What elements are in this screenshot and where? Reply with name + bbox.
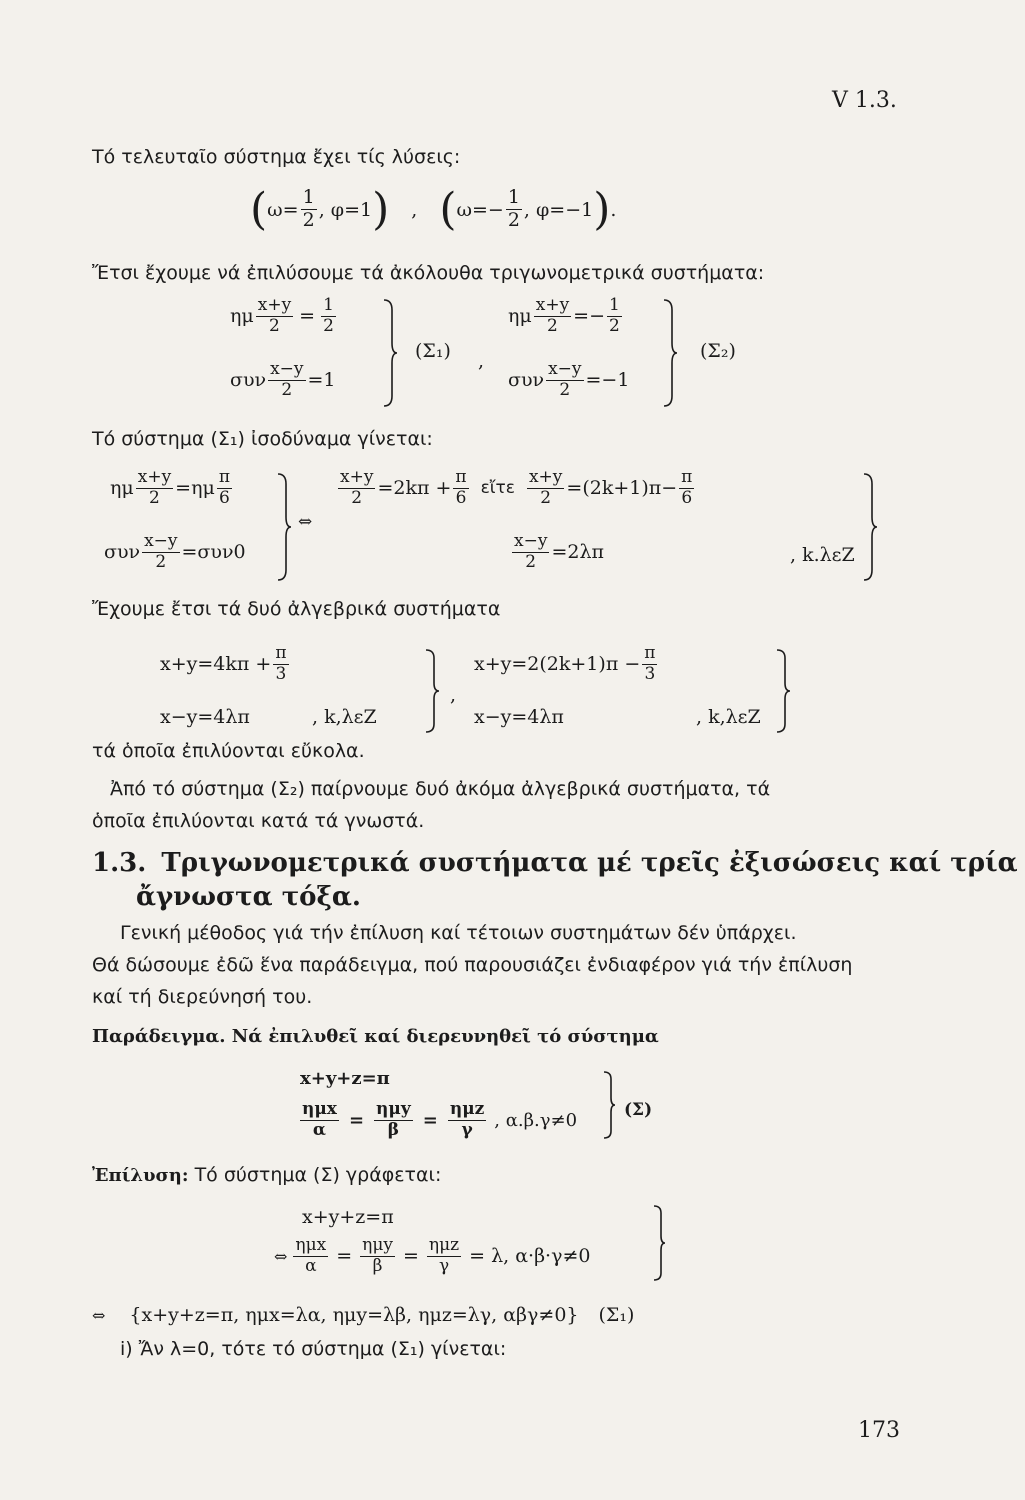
paragraph-trig-systems: Ἔτσι ἔχουμε νά ἐπιλύσουμε τά ἀκόλουθα τριγωνομετρικά συστήματα: (92, 262, 765, 284)
right-brace (602, 1070, 616, 1140)
solution-set-line: ⇔ {x+y+z=π, ημx=λα, ημy=λβ, ημz=λγ, αβγ≠0} (Σ₁) (92, 1304, 635, 1326)
label-sigma: (Σ) (624, 1100, 653, 1120)
example-label: Παράδειγμα. Νά ἐπιλυθεῖ καί διερευνηθεῖ τό σύστημα (92, 1026, 659, 1047)
page: V 1.3. Τό τελευταῖο σύστημα ἔχει τίς λύσεις: ( ω= $\frac{1}{2}$ , φ=1 ) , ( ω=− $\frac{1}{2}$ , φ=−1 ) . Ἔτσι ἔχουμε νά ἐπιλύσουμε τά ἀκόλουθα τριγωνομετρικά συστήματα: ημ $\frac{x+y}{2}$ = $\frac{1}{2}$ συν $\frac{x-y}{2}$ =1 (Σ₁) , ημ $\frac{x+y}{2}$ =− $\frac{1}{2}$ συν $\frac{x-y}{2}$ =−1 (Σ₂) Τό σύστημα (Σ₁) ἰσοδύναμα γίνεται: ημ $\frac{x+y}{2}$ =ημ $\frac{\pi}{6}$ συν $\frac{x-y}{2}$ =συν0 ⇔ $\frac{x+y}{2}$ =2kπ + $\frac{\pi}{6}$ εἴτε $\frac{x+y}{2}$ =(2k+1)π− $\frac{\pi}{6}$ $\frac{x-y}{2}$ =2λπ , k.λεZ Ἔχουμε ἔτσι τά δυό ἀλγεβρικά συστήματα x+y=4kπ + $\frac{\pi}{3}$ x−y=4λπ , k,λεZ , x+y=2(2k+1)π − $\frac{\pi}{3}$ x−y=4λπ , k,λεZ τά ὁποῖα ἐπιλύονται εὔκολα. Ἀπό τό σύστημα (Σ₂) παίρνουμε δυό ἀκόμα ἀλγεβρικά συστήματα, τά ὁποῖα ἐπιλύονται κατά τά γνωστά. 1.3. Τριγωνομετρικά συστήματα μέ τρεῖς ἐξισώσεις καί τρία ἄγνωστα τόξα. Γενική μέθοδος γιά τήν ἐπίλυση καί τέτοιων συστημάτων δέν ὑπάρχει. Θά δώσουμε ἐδῶ ἕνα παράδειγμα, πού παρουσιάζει ἐνδιαφέρον γιά τήν ἐπίλυση καί τή διερεύνησή του. Παράδειγμα. Νά ἐπιλυθεῖ καί διερευνηθεῖ τό σύστημα x+y+z=π $\frac{\text{ημx}}{\alpha}$ = $\frac{\text{ημy}}{\beta}$ = $\frac{\text{ημz}}{\gamma}$ , α.β.γ≠0 (Σ) Ἐπίλυση: Τό σύστημα (Σ) γράφεται: x+y+z=π ⇔ $\frac{\text{ημx}}{\alpha}$ = $\frac{\text{ημy}}{\beta}$ = $\frac{\text{ημz}}{\gamma}$ = λ, α·β·γ≠0 ⇔ {x+y+z=π, ημx=λα, ημy=λβ, ημz=λγ, αβγ≠0} (Σ₁) i) Ἄν λ=0, τότε τό σύστημα (Σ₁) γίνεται: 173 (92, 88, 1018, 1443)
section-number: 1.3. (92, 848, 147, 878)
system-s1-eq2: συν $\frac{x-y}{2}$ =1 (230, 359, 336, 400)
paragraph-algebraic: Ἔχουμε ἔτσι τά δυό ἀλγεβρικά συστήματα (92, 598, 501, 620)
label-sigma1: (Σ₁) (415, 340, 451, 362)
right-brace (424, 648, 440, 734)
algebraic-b-condition: , k,λεZ (696, 706, 761, 728)
omega-text: ω= (267, 198, 299, 221)
right-brace (382, 298, 398, 408)
left-paren: ( (250, 184, 268, 235)
system-s2-eq1: ημ $\frac{x+y}{2}$ =− $\frac{1}{2}$ (508, 295, 620, 336)
equiv-right-eq2: $\frac{x-y}{2}$ =2λπ (514, 531, 604, 572)
example-eq1: x+y+z=π (300, 1068, 390, 1089)
paragraph-general-line3: καί τή διερεύνησή του. (92, 986, 313, 1008)
equiv-left-eq2: συν $\frac{x-y}{2}$ =συν0 (104, 531, 246, 572)
paragraph-general-line2: Θά δώσουμε ἐδῶ ἕνα παράδειγμα, πού παρουσιάζει ἐνδιαφέρον γιά τήν ἐπίλυση (92, 954, 853, 976)
phi-text: , φ=−1 (523, 198, 594, 221)
algebraic-a-eq1: x+y=4kπ + $\frac{\pi}{3}$ (160, 643, 287, 684)
paragraph-sigma2-line1: Ἀπό τό σύστημα (Σ₂) παίρνουμε δυό ἀκόμα ἀλγεβρικά συστήματα, τά (110, 778, 771, 800)
right-brace (775, 648, 791, 734)
label-sigma1: (Σ₁) (598, 1304, 635, 1326)
chapter-reference: V 1.3. (832, 88, 897, 113)
example-eq2: $\frac{\text{ημx}}{\alpha}$ = $\frac{\text{ημy}}{\beta}$ = $\frac{\text{ημz}}{\gamma}$ , α.β.γ≠0 (302, 1099, 578, 1140)
algebraic-a-eq2: x−y=4λπ (160, 706, 250, 728)
integer-condition: , k.λεZ (790, 544, 855, 566)
fraction-half: $\frac{1}{2}$ (507, 186, 520, 231)
intro-text: Τό τελευταῖο σύστημα ἔχει τίς λύσεις: (92, 146, 461, 168)
omega-text: ω=− (456, 198, 504, 221)
section-heading-line2: ἄγνωστα τόξα. (136, 882, 361, 912)
algebraic-b-eq1: x+y=2(2k+1)π − $\frac{\pi}{3}$ (474, 643, 656, 684)
solution-set: {x+y+z=π, ημx=λα, ημy=λβ, ημz=λγ, αβγ≠0} (129, 1304, 579, 1326)
paragraph-general-line1: Γενική μέθοδος γιά τήν ἐπίλυση καί τέτοιων συστημάτων δέν ὑπάρχει. (120, 922, 797, 944)
paragraph-equivalent: Τό σύστημα (Σ₁) ἰσοδύναμα γίνεται: (92, 428, 433, 450)
page-number: 173 (858, 1418, 900, 1443)
right-brace (862, 472, 878, 582)
right-brace (652, 1204, 666, 1282)
algebraic-a-condition: , k,λεZ (312, 706, 377, 728)
paragraph-easy: τά ὁποῖα ἐπιλύονται εὔκολα. (92, 740, 365, 762)
system-s2-eq2: συν $\frac{x-y}{2}$ =−1 (508, 359, 630, 400)
solutions-line: ( ω= $\frac{1}{2}$ , φ=1 ) , ( ω=− $\frac{1}{2}$ , φ=−1 ) . (250, 184, 617, 235)
solution-eq1: x+y+z=π (302, 1206, 394, 1228)
solution-line: Ἐπίλυση: Τό σύστημα (Σ) γράφεται: (92, 1164, 442, 1186)
section-heading-line1 (92, 848, 1018, 878)
right-brace (662, 298, 678, 408)
paragraph-sigma2-line2: ὁποῖα ἐπιλύονται κατά τά γνωστά. (92, 810, 425, 832)
right-brace (276, 472, 292, 582)
section-title: Τριγωνομετρικά συστήματα μέ τρεῖς ἐξισώσεις καί τρία (161, 848, 1018, 878)
equiv-right-eq1: $\frac{x+y}{2}$ =2kπ + $\frac{\pi}{6}$ εἴτε $\frac{x+y}{2}$ =(2k+1)π− $\frac{\pi}{6}$ (340, 467, 693, 508)
phi-text: , φ=1 (318, 198, 373, 221)
case-i-text: i) Ἄν λ=0, τότε τό σύστημα (Σ₁) γίνεται: (120, 1338, 507, 1360)
system-s1-eq1: ημ $\frac{x+y}{2}$ = $\frac{1}{2}$ (230, 295, 334, 336)
equivalence-arrow: ⇔ (298, 512, 313, 532)
solution-label: Ἐπίλυση: (92, 1165, 189, 1186)
algebraic-b-eq2: x−y=4λπ (474, 706, 564, 728)
equiv-left-eq1: ημ $\frac{x+y}{2}$ =ημ $\frac{\pi}{6}$ (110, 467, 231, 508)
solution-eq2: ⇔ $\frac{\text{ημx}}{\alpha}$ = $\frac{\text{ημy}}{\beta}$ = $\frac{\text{ημz}}{\gamma}$ = λ, α·β·γ≠0 (274, 1235, 591, 1276)
fraction-half: $\frac{1}{2}$ (302, 186, 315, 231)
label-sigma2: (Σ₂) (700, 340, 736, 362)
